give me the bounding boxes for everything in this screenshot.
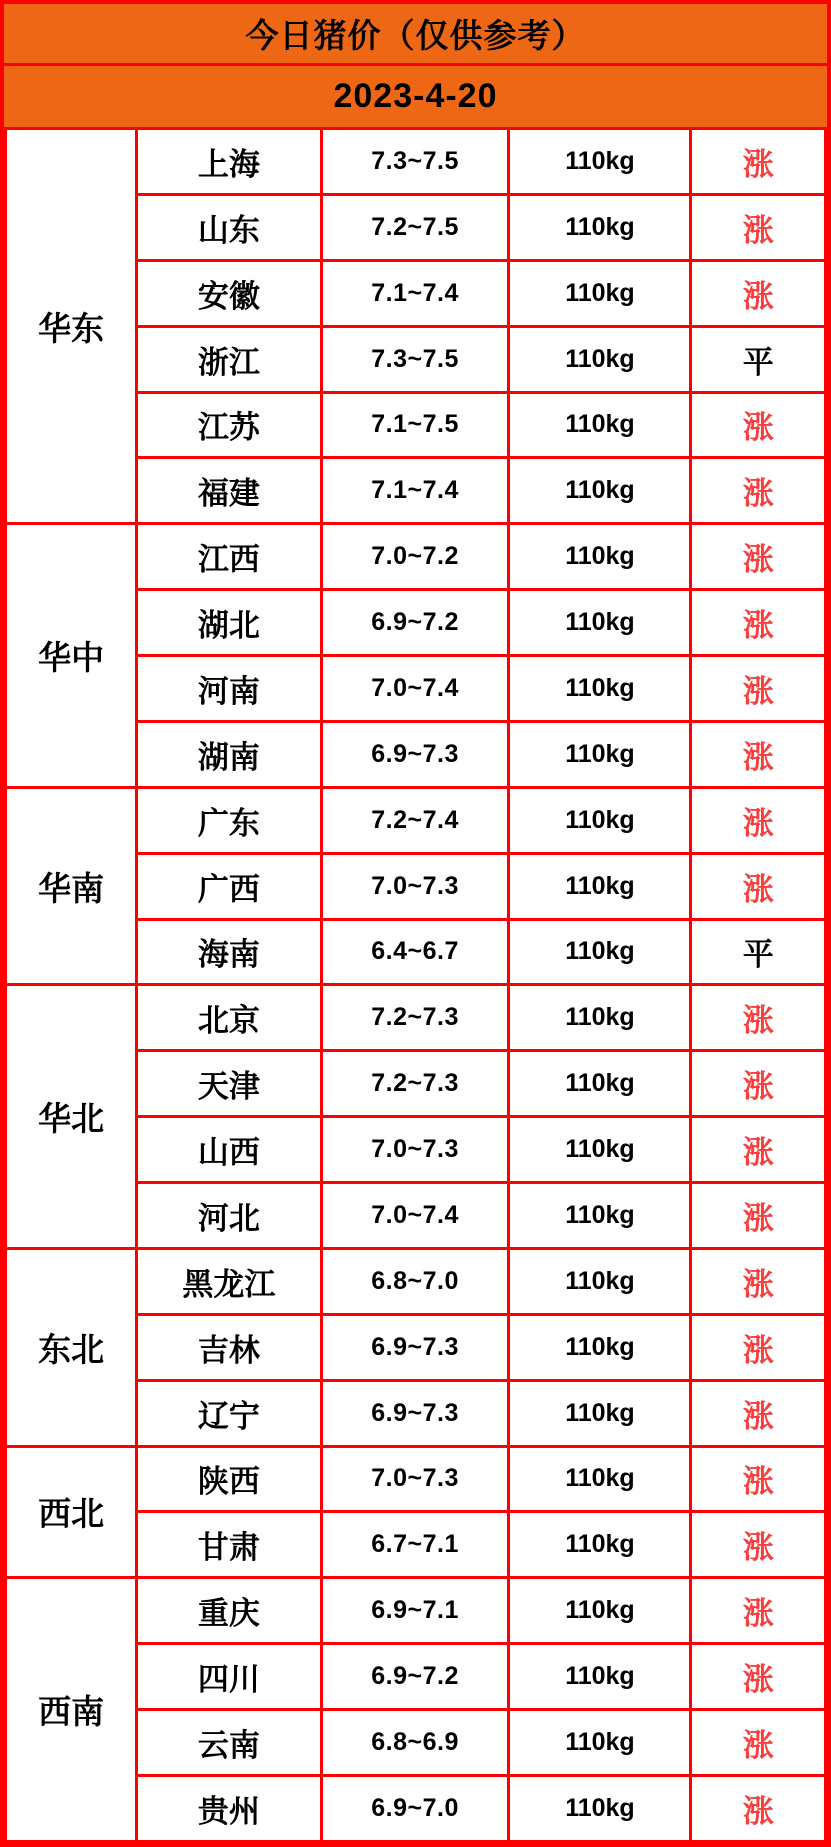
- trend-cell: 涨: [691, 590, 826, 656]
- price-cell: 6.9~7.3: [321, 1380, 509, 1446]
- trend-cell: 涨: [691, 1314, 826, 1380]
- weight-cell: 110kg: [509, 985, 691, 1051]
- price-cell: 7.0~7.4: [321, 1183, 509, 1249]
- weight-cell: 110kg: [509, 194, 691, 260]
- price-cell: 7.2~7.5: [321, 194, 509, 260]
- trend-cell: 涨: [691, 260, 826, 326]
- trend-cell: 涨: [691, 853, 826, 919]
- trend-cell: 涨: [691, 1446, 826, 1512]
- price-cell: 7.0~7.2: [321, 524, 509, 590]
- province-cell: 陕西: [137, 1446, 321, 1512]
- price-cell: 6.9~7.2: [321, 590, 509, 656]
- price-row: [6, 524, 826, 590]
- province-cell: 辽宁: [137, 1380, 321, 1446]
- price-cell: 7.0~7.3: [321, 853, 509, 919]
- price-cell: 7.2~7.4: [321, 787, 509, 853]
- region-cell: 西南: [6, 1578, 137, 1842]
- price-cell: 6.9~7.1: [321, 1578, 509, 1644]
- province-cell: 北京: [137, 985, 321, 1051]
- province-cell: 上海: [137, 129, 321, 195]
- trend-cell: 涨: [691, 1380, 826, 1446]
- weight-cell: 110kg: [509, 1512, 691, 1578]
- weight-cell: 110kg: [509, 1314, 691, 1380]
- region-cell: 华南: [6, 787, 137, 985]
- weight-cell: 110kg: [509, 524, 691, 590]
- trend-cell: 涨: [691, 1775, 826, 1841]
- trend-cell: 涨: [691, 458, 826, 524]
- region-cell: 西北: [6, 1446, 137, 1578]
- weight-cell: 110kg: [509, 1644, 691, 1710]
- province-cell: 四川: [137, 1644, 321, 1710]
- province-cell: 重庆: [137, 1578, 321, 1644]
- price-row: [6, 1578, 826, 1644]
- weight-cell: 110kg: [509, 260, 691, 326]
- price-cell: 7.1~7.5: [321, 392, 509, 458]
- price-cell: 7.0~7.3: [321, 1117, 509, 1183]
- weight-cell: 110kg: [509, 458, 691, 524]
- trend-cell: 涨: [691, 1117, 826, 1183]
- price-cell: 6.9~7.3: [321, 721, 509, 787]
- weight-cell: 110kg: [509, 1051, 691, 1117]
- price-cell: 6.9~7.2: [321, 1644, 509, 1710]
- price-cell: 6.7~7.1: [321, 1512, 509, 1578]
- province-cell: 湖南: [137, 721, 321, 787]
- price-cell: 7.1~7.4: [321, 260, 509, 326]
- weight-cell: 110kg: [509, 590, 691, 656]
- weight-cell: 110kg: [509, 721, 691, 787]
- price-cell: 7.0~7.3: [321, 1446, 509, 1512]
- region-cell: 华中: [6, 524, 137, 788]
- weight-cell: 110kg: [509, 1578, 691, 1644]
- province-cell: 湖北: [137, 590, 321, 656]
- trend-cell: 涨: [691, 1248, 826, 1314]
- weight-cell: 110kg: [509, 392, 691, 458]
- province-cell: 甘肃: [137, 1512, 321, 1578]
- price-cell: 6.9~7.3: [321, 1314, 509, 1380]
- price-row: [6, 129, 826, 195]
- trend-cell: 涨: [691, 787, 826, 853]
- trend-cell: 涨: [691, 656, 826, 722]
- weight-cell: 110kg: [509, 1446, 691, 1512]
- province-cell: 山西: [137, 1117, 321, 1183]
- province-cell: 天津: [137, 1051, 321, 1117]
- province-cell: 安徽: [137, 260, 321, 326]
- region-cell: 华东: [6, 129, 137, 524]
- province-cell: 黑龙江: [137, 1248, 321, 1314]
- region-cell: 华北: [6, 985, 137, 1249]
- trend-cell: 涨: [691, 129, 826, 195]
- weight-cell: 110kg: [509, 787, 691, 853]
- price-cell: 7.1~7.4: [321, 458, 509, 524]
- trend-cell: 涨: [691, 1512, 826, 1578]
- trend-cell: 涨: [691, 1710, 826, 1776]
- trend-cell: 涨: [691, 1578, 826, 1644]
- price-cell: 7.2~7.3: [321, 985, 509, 1051]
- weight-cell: 110kg: [509, 1248, 691, 1314]
- province-cell: 福建: [137, 458, 321, 524]
- price-cell: 7.3~7.5: [321, 129, 509, 195]
- trend-cell: 涨: [691, 1183, 826, 1249]
- weight-cell: 110kg: [509, 919, 691, 985]
- price-cell: 6.8~7.0: [321, 1248, 509, 1314]
- date-banner: [4, 66, 827, 127]
- date-label: 2023-4-20: [333, 77, 498, 115]
- trend-cell: 涨: [691, 524, 826, 590]
- weight-cell: 110kg: [509, 1710, 691, 1776]
- province-cell: 海南: [137, 919, 321, 985]
- region-cell: 东北: [6, 1248, 137, 1446]
- province-cell: 河南: [137, 656, 321, 722]
- province-cell: 山东: [137, 194, 321, 260]
- trend-cell: 平: [691, 326, 826, 392]
- trend-cell: 涨: [691, 392, 826, 458]
- trend-cell: 涨: [691, 194, 826, 260]
- price-row: [6, 1248, 826, 1314]
- weight-cell: 110kg: [509, 656, 691, 722]
- province-cell: 贵州: [137, 1775, 321, 1841]
- province-cell: 吉林: [137, 1314, 321, 1380]
- weight-cell: 110kg: [509, 1183, 691, 1249]
- province-cell: 河北: [137, 1183, 321, 1249]
- page-title: 今日猪价（仅供参考）: [245, 17, 586, 54]
- weight-cell: 110kg: [509, 1117, 691, 1183]
- weight-cell: 110kg: [509, 129, 691, 195]
- price-row: [6, 1446, 826, 1512]
- trend-cell: 涨: [691, 1644, 826, 1710]
- price-cell: 6.9~7.0: [321, 1775, 509, 1841]
- price-cell: 7.0~7.4: [321, 656, 509, 722]
- trend-cell: 涨: [691, 985, 826, 1051]
- weight-cell: 110kg: [509, 1775, 691, 1841]
- province-cell: 江西: [137, 524, 321, 590]
- price-cell: 7.2~7.3: [321, 1051, 509, 1117]
- price-cell: 7.3~7.5: [321, 326, 509, 392]
- province-cell: 浙江: [137, 326, 321, 392]
- weight-cell: 110kg: [509, 853, 691, 919]
- price-row: [6, 787, 826, 853]
- weight-cell: 110kg: [509, 1380, 691, 1446]
- province-cell: 广东: [137, 787, 321, 853]
- province-cell: 江苏: [137, 392, 321, 458]
- pig-price-table: [4, 127, 827, 1843]
- trend-cell: 平: [691, 919, 826, 985]
- weight-cell: 110kg: [509, 326, 691, 392]
- province-cell: 云南: [137, 1710, 321, 1776]
- price-cell: 6.8~6.9: [321, 1710, 509, 1776]
- title-banner: [4, 4, 827, 66]
- trend-cell: 涨: [691, 1051, 826, 1117]
- price-cell: 6.4~6.7: [321, 919, 509, 985]
- trend-cell: 涨: [691, 721, 826, 787]
- price-row: [6, 985, 826, 1051]
- province-cell: 广西: [137, 853, 321, 919]
